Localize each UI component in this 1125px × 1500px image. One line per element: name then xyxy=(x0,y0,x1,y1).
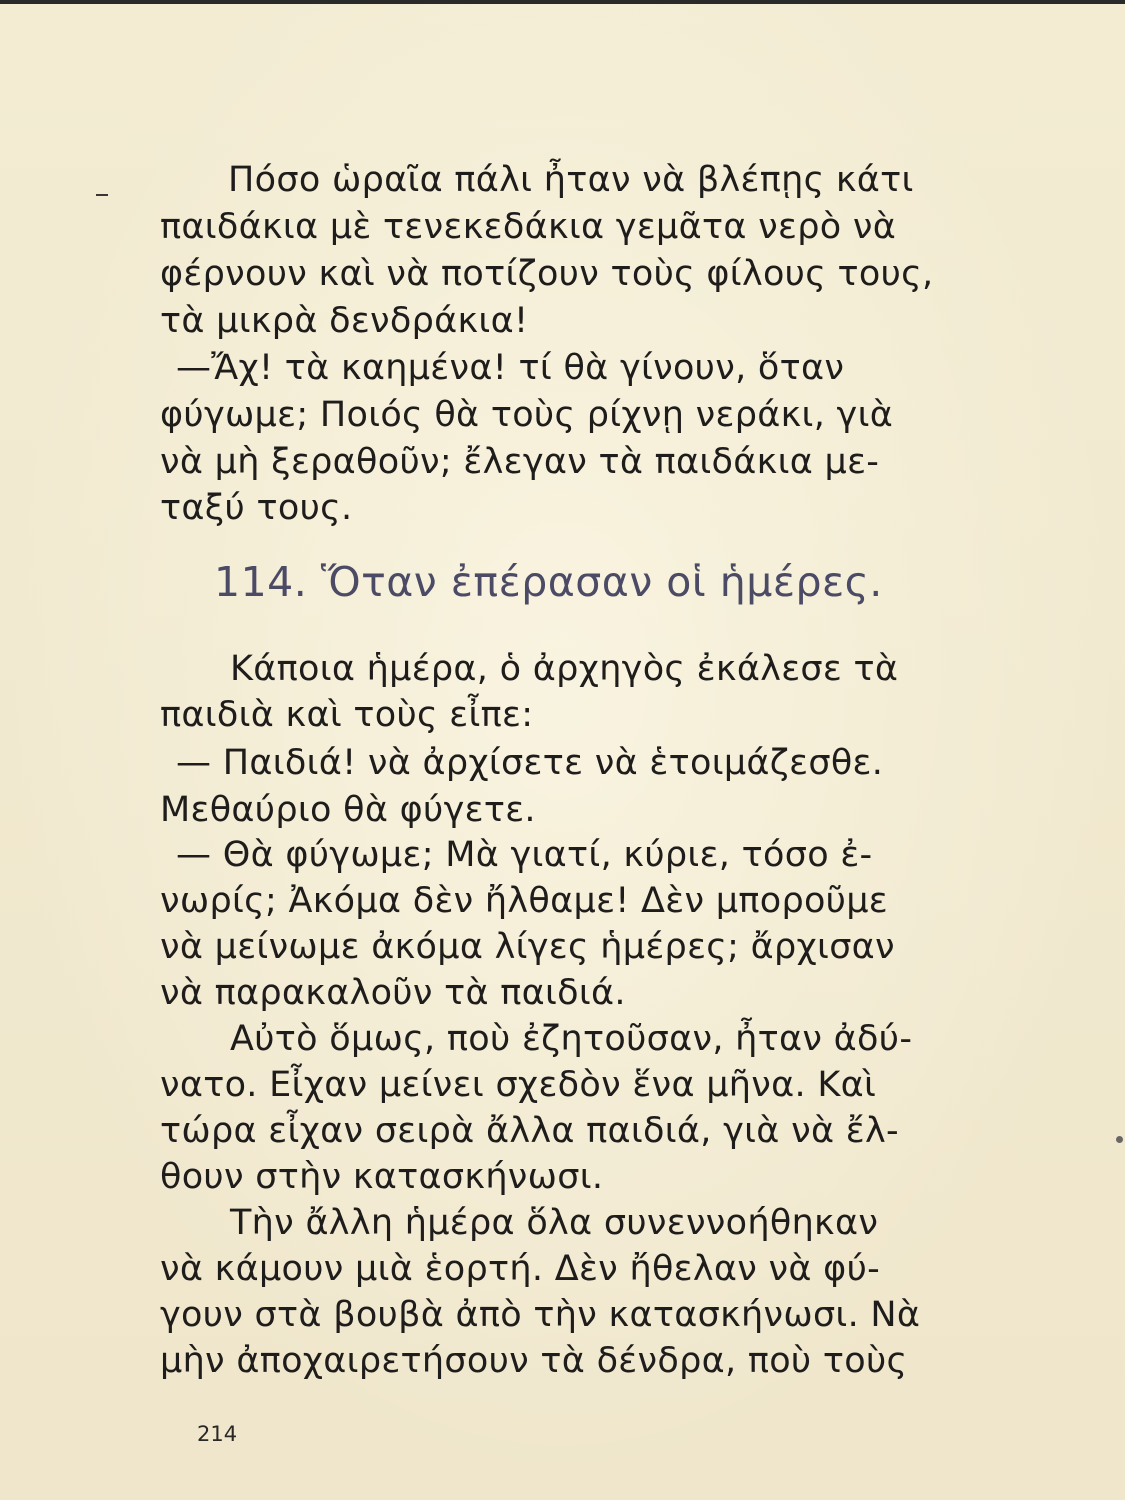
text-line: παιδιὰ καὶ τοὺς εἶπε: xyxy=(160,695,534,735)
text-line: νὰ μὴ ξεραθοῦν; ἔλεγαν τὰ παιδάκια με- xyxy=(160,442,880,482)
text-line: — Θὰ φύγωμε; Μὰ γιατί, κύριε, τόσο ἐ- xyxy=(176,835,873,875)
text-line: νὰ κάμουν μιὰ ἑορτή. Δὲν ἤθελαν νὰ φύ- xyxy=(160,1249,881,1289)
text-line: Κάποια ἡμέρα, ὁ ἀρχηγὸς ἐκάλεσε τὰ xyxy=(230,649,899,689)
margin-dot xyxy=(1116,1136,1123,1143)
text-line: τὰ μικρὰ δενδράκια! xyxy=(160,301,529,341)
text-line: Μεθαύριο θὰ φύγετε. xyxy=(160,790,536,830)
text-line: —Ἄχ! τὰ καημένα! τί θὰ γίνουν, ὅταν xyxy=(176,348,845,388)
text-line: Αὐτὸ ὅμως, ποὺ ἐζητοῦσαν, ἦταν ἀδύ- xyxy=(230,1019,913,1059)
text-line: νὰ παρακαλοῦν τὰ παιδιά. xyxy=(160,973,626,1013)
text-line: νωρίς; Ἀκόμα δὲν ἤλθαμε! Δὲν μποροῦμε xyxy=(160,881,889,921)
text-line: θουν στὴν κατασκήνωσι. xyxy=(160,1157,604,1197)
text-line: νατο. Εἶχαν μείνει σχεδὸν ἕνα μῆνα. Καὶ xyxy=(160,1065,877,1105)
text-line: Τὴν ἄλλη ἡμέρα ὅλα συνεννοήθηκαν xyxy=(230,1203,879,1243)
text-line: ταξύ τους. xyxy=(160,488,353,528)
text-line: γουν στὰ βουβὰ ἀπὸ τὴν κατασκήνωσι. Νὰ xyxy=(160,1295,921,1335)
text-line: τώρα εἶχαν σειρὰ ἄλλα παιδιά, γιὰ νὰ ἔλ- xyxy=(160,1111,899,1151)
page-top-edge xyxy=(0,0,1125,4)
text-line: φύγωμε; Ποιός θὰ τοὺς ρίχνῃ νεράκι, γιὰ xyxy=(160,395,894,435)
section-heading: 114. Ὅταν ἐπέρασαν οἱ ἡμέρες. xyxy=(214,558,883,606)
text-line: — Παιδιά! νὰ ἀρχίσετε νὰ ἑτοιμάζεσθε. xyxy=(176,743,884,783)
text-line: νὰ μείνωμε ἀκόμα λίγες ἡμέρες; ἄρχισαν xyxy=(160,927,895,967)
margin-mark xyxy=(96,194,108,196)
page-number: 214 xyxy=(197,1422,238,1446)
text-line: μὴν ἀποχαιρετήσουν τὰ δένδρα, ποὺ τοὺς xyxy=(160,1341,908,1381)
text-line: Πόσο ὡραῖα πάλι ἦταν νὰ βλέπῃς κάτι xyxy=(228,160,914,200)
text-line: παιδάκια μὲ τενεκεδάκια γεμᾶτα νερὸ νὰ xyxy=(160,207,897,247)
text-line: φέρνουν καὶ νὰ ποτίζουν τοὺς φίλους τους, xyxy=(160,254,934,294)
